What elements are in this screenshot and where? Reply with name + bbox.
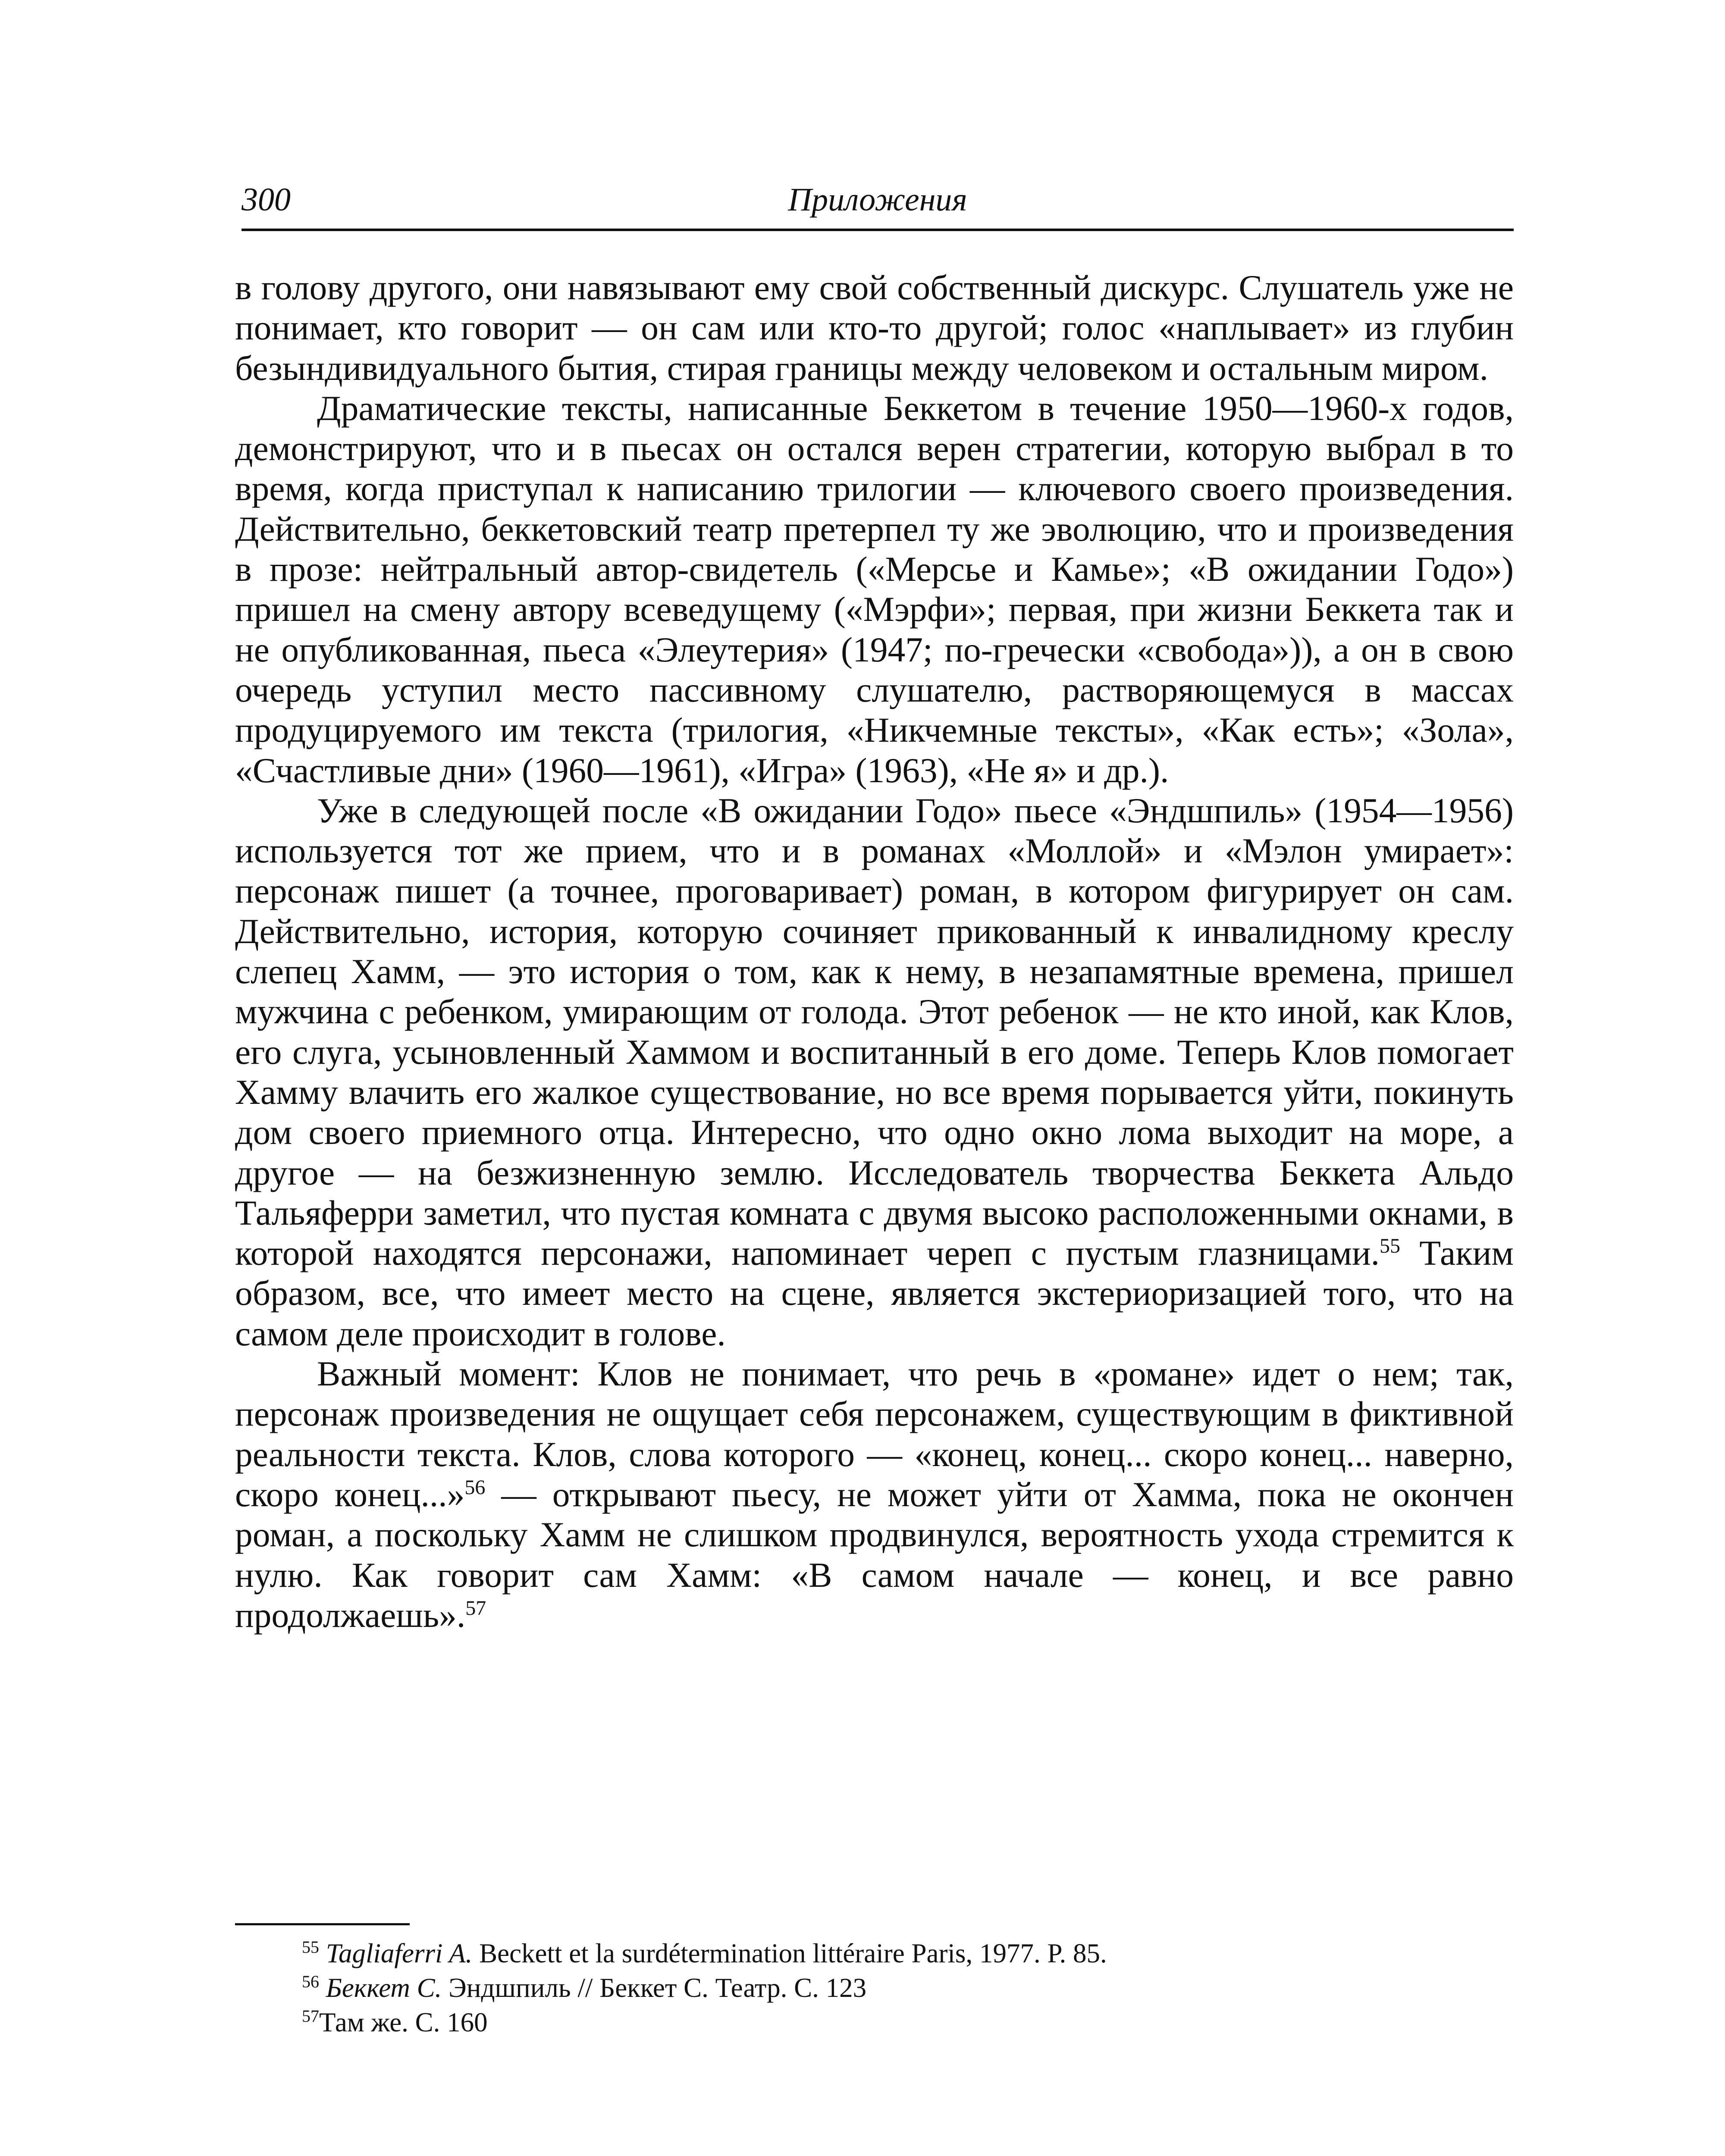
footnote-rule xyxy=(235,1923,410,1925)
paragraph-2-text: Драматические тексты, написанные Беккетом в течение 1950—1960-х годов, демонстрируют, что и в пьесах он остался верен стратегии, которую выбрал в то время, когда приступал к написанию трилогии — ключевого своего произведения. Действительно, беккетовский театр претерпел ту же эволюцию, что и произведения в прозе: нейтральный автор-свидетель («Мерсье и Камье»; «В ожидании Годо») пришел на смену автору всеведущему («Мэрфи»; первая, при жизни Беккета так и не опубликованная, пьеса «Элеутерия» (1947; по-гречески «свобода»)), а он в свою очередь уступил место пассивному слушателю, растворяющемуся в массах продуцируемого им текста (трилогия, «Никчемные тексты», «Как есть»; «Зола», «Счастливые дни» (1960—1961), «Игра» (1963), «Не я» и др.). xyxy=(235,388,1514,790)
footnote-text: Там же. С. 160 xyxy=(319,2007,488,2037)
paragraph-1-text: в голову другого, они навязывают ему свой собственный дискурс. Слушатель уже не понимает, кто говорит — он сам или кто-то другой; голос «наплывает» из глубин безындивидуального бытия, стирая границы между человеком и остальным миром. xyxy=(235,268,1514,388)
page-number: 300 xyxy=(242,182,291,218)
footnotes xyxy=(302,1936,1509,2040)
footnote-text: Beckett et la surdétermination littéraire Paris, 1977. P. 85. xyxy=(472,1938,1107,1968)
paragraph-3-text: Уже в следующей после «В ожидании Годо» пьесе «Эндшпиль» (1954—1956) используется тот же прием, что и в романах «Моллой» и «Мэлон умирает»: персонаж пишет (а точнее, проговаривает) роман, в котором фигурирует он сам. Действительно, история, которую сочиняет прикованный к инвалидному креслу слепец Хамм, — это история о том, как к нему, в незапамятные времена, пришел мужчина с ребенком, умирающим от голода. Этот ребенок — не кто иной, как Клов, его слуга, усыновленный Хаммом и воспитанный в его доме. Теперь Клов помогает Хамму влачить его жалкое существование, но все время порывается уйти, покинуть дом своего приемного отца. Интересно, что одно окно лома выходит на море, а другое — на безжизненную землю. Исследователь творчества Беккета Альдо Тальяферри заметил, что пустая комната с двумя высоко расположенными окнами, в которой находятся персонажи, напоминает череп с пустым глазницами. xyxy=(235,790,1514,1273)
page-header xyxy=(242,181,1514,229)
footnote-text: Эндшпиль // Беккет С. Театр. С. 123 xyxy=(442,1973,867,2003)
paragraph-3 xyxy=(235,790,1514,1354)
footnote-number: 57 xyxy=(302,2006,319,2026)
header-rule xyxy=(242,229,1514,231)
footnote-number: 55 xyxy=(302,1937,319,1957)
footnote-author: Tagliaferri A. xyxy=(326,1938,473,1968)
footnote-56 xyxy=(302,1971,1509,2005)
paragraph-1 xyxy=(235,267,1514,388)
footnote-ref-57: 57 xyxy=(465,1596,486,1620)
footnote-ref-55: 55 xyxy=(1379,1234,1400,1257)
footnote-ref-56: 56 xyxy=(464,1476,486,1499)
footnote-author: Беккет С. xyxy=(326,1973,442,2003)
paragraph-4 xyxy=(235,1354,1514,1635)
footnote-number: 56 xyxy=(302,1972,319,1991)
paragraph-4-text: Важный момент: Клов не понимает, что речь в «романе» идет о нем; так, персонаж произведения не ощущает себя персонажем, существующим в фиктивной реальности текста. Клов, слова которого — «конец, конец... скоро конец... наверно, скоро конец...» xyxy=(235,1354,1514,1514)
paragraph-3-text-tail: Таким образом, все, что имеет место на сцене, является экстериоризацией того, что на самом деле происходит в голове. xyxy=(235,1233,1514,1353)
running-title: Приложения xyxy=(788,182,967,218)
paragraph-4-text-tail: — открывают пьесу, не может уйти от Хамма, пока не окончен роман, а поскольку Хамм не слишком продвинулся, вероятность ухода стремится к нулю. Как говорит сам Хамм: «В самом начале — конец, и все равно продолжаешь». xyxy=(235,1474,1514,1635)
paragraph-2 xyxy=(235,388,1514,790)
footnote-57 xyxy=(302,2005,1509,2040)
footnote-55 xyxy=(302,1936,1509,1971)
body-text xyxy=(235,267,1514,1635)
